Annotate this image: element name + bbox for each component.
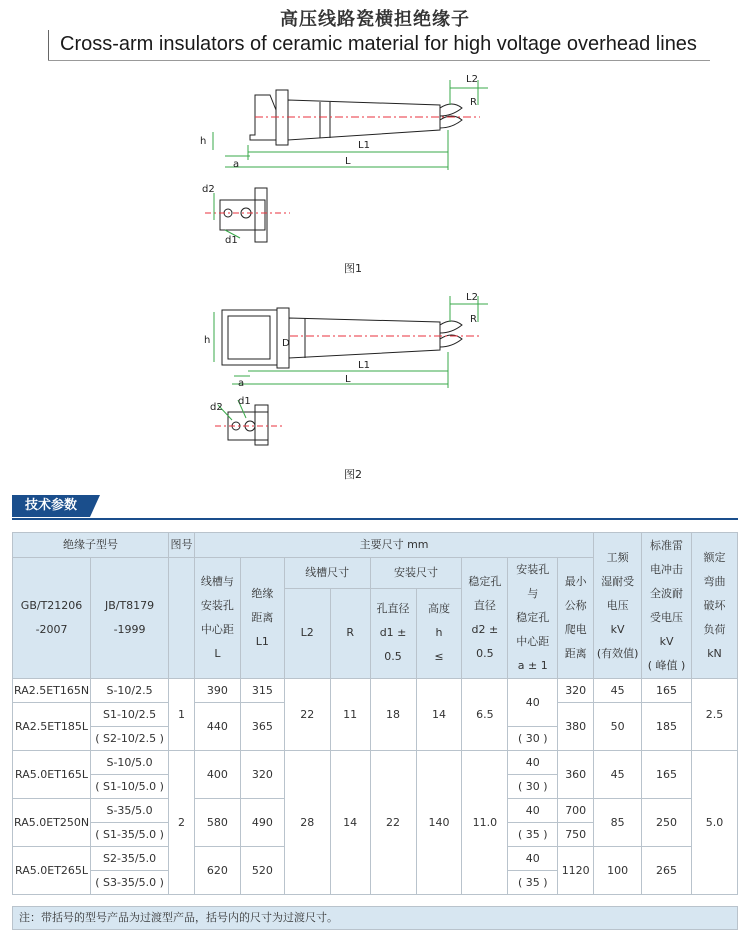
cell-pf: 45	[594, 751, 642, 799]
cell-creep: 1120	[558, 847, 594, 895]
cell-gb: RA2.5ET185L	[13, 703, 91, 751]
figure-1-top-view	[220, 188, 267, 242]
cell-L1: 315	[240, 679, 284, 703]
cell-L2: 22	[284, 679, 330, 751]
cell-d2: 11.0	[462, 751, 508, 895]
header-power-freq: 工频 湿耐受 电压 kV (有效值)	[594, 533, 642, 679]
dim-label-a-fig2: a	[238, 378, 245, 389]
header-gb: GB/T21206 -2007	[13, 558, 91, 679]
header-mount-hole-dist: 安装孔 与 稳定孔 中心距 a ± 1	[508, 558, 558, 679]
cell-a: ( 35 )	[508, 871, 558, 895]
section-title-tech-params: 技术参数	[12, 495, 90, 517]
cell-d1: 22	[370, 751, 416, 895]
title-rule-vertical	[48, 30, 49, 60]
cell-a: ( 30 )	[508, 775, 558, 799]
header-creepage: 最小 公称 爬电 距离	[558, 558, 594, 679]
cell-a: ( 30 )	[508, 727, 558, 751]
header-slot-distance: 线槽与 安装孔 中心距 L	[194, 558, 240, 679]
cell-li: 265	[642, 847, 692, 895]
dim-label-L1-fig2: L1	[358, 360, 370, 371]
cell-bend: 5.0	[691, 751, 737, 895]
section-rule	[12, 518, 738, 520]
cell-a: 40	[508, 679, 558, 727]
dim-label-L-fig2: L	[345, 374, 351, 385]
cell-L1: 365	[240, 703, 284, 751]
figure-1-caption: 图1	[344, 262, 362, 275]
cell-jb: ( S2-10/2.5 )	[91, 727, 169, 751]
header-slot-size: 线槽尺寸	[284, 558, 370, 589]
cell-pf: 100	[594, 847, 642, 895]
cell-a: 40	[508, 847, 558, 871]
cell-creep: 320	[558, 679, 594, 703]
dim-label-R-fig2: R	[470, 314, 477, 325]
cell-bend: 2.5	[691, 679, 737, 751]
cell-L: 390	[194, 679, 240, 703]
cell-jb: ( S1-10/5.0 )	[91, 775, 169, 799]
cell-li: 250	[642, 799, 692, 847]
cell-gb: RA5.0ET165L	[13, 751, 91, 799]
dim-label-h-fig2: h	[204, 335, 211, 346]
figure-2-caption: 图2	[344, 468, 362, 481]
cell-jb: S1-10/2.5	[91, 703, 169, 727]
figure-2-side-view	[222, 308, 462, 368]
dim-label-R: R	[470, 97, 477, 108]
header-fig-blank	[169, 558, 195, 679]
cell-R: 14	[330, 751, 370, 895]
cell-jb: S2-35/5.0	[91, 847, 169, 871]
cell-creep: 360	[558, 751, 594, 799]
dim-label-h: h	[200, 136, 207, 147]
header-height: 高度 h ≤	[416, 588, 462, 678]
cell-a: 40	[508, 799, 558, 823]
page-title-cn: 高压线路瓷横担绝缘子	[280, 9, 470, 30]
dim-label-d1-fig2: d1	[238, 396, 251, 407]
cell-a: 40	[508, 751, 558, 775]
cell-creep: 700	[558, 799, 594, 823]
header-jb: JB/T8179 -1999	[91, 558, 169, 679]
cell-jb: S-10/5.0	[91, 751, 169, 775]
header-insulation-distance: 绝缘 距离 L1	[240, 558, 284, 679]
dim-label-L: L	[345, 156, 351, 167]
cell-L: 620	[194, 847, 240, 895]
cell-a: ( 35 )	[508, 823, 558, 847]
header-stab-hole: 稳定孔 直径 d2 ± 0.5	[462, 558, 508, 679]
cell-li: 185	[642, 703, 692, 751]
cell-creep: 380	[558, 703, 594, 751]
header-dims: 主要尺寸 mm	[194, 533, 593, 558]
cell-R: 11	[330, 679, 370, 751]
cell-li: 165	[642, 679, 692, 703]
cell-fig: 2	[169, 751, 195, 895]
dim-label-L1: L1	[358, 140, 370, 151]
header-l2: L2	[284, 588, 330, 678]
cell-li: 165	[642, 751, 692, 799]
dim-label-D-fig2: D	[282, 338, 290, 349]
header-model: 绝缘子型号	[13, 533, 169, 558]
table-note: 注：带括号的型号产品为过渡型产品，括号内的尺寸为过渡尺寸。	[12, 906, 738, 930]
cell-jb: ( S3-35/5.0 )	[91, 871, 169, 895]
cell-creep: 750	[558, 823, 594, 847]
header-lightning-impulse: 标准雷 电冲击 全波耐 受电压 kV ( 峰值 )	[642, 533, 692, 679]
header-fig: 图号	[169, 533, 195, 558]
cell-L1: 320	[240, 751, 284, 799]
dim-label-d2: d2	[202, 184, 215, 195]
tech-params-table	[12, 532, 738, 895]
cell-jb: ( S1-35/5.0 )	[91, 823, 169, 847]
figure-2-top-view	[228, 405, 268, 445]
cell-pf: 45	[594, 679, 642, 703]
cell-L: 400	[194, 751, 240, 799]
cell-L: 440	[194, 703, 240, 751]
cell-gb: RA5.0ET265L	[13, 847, 91, 895]
header-hole-diameter: 孔直径 d1 ± 0.5	[370, 588, 416, 678]
dim-label-d1: d1	[225, 235, 238, 246]
cell-d1: 18	[370, 679, 416, 751]
dim-label-a: a	[233, 159, 240, 170]
page-title-en: Cross-arm insulators of ceramic material for high voltage overhead lines	[60, 33, 697, 55]
header-r: R	[330, 588, 370, 678]
cell-jb: S-10/2.5	[91, 679, 169, 703]
cell-h: 14	[416, 679, 462, 751]
header-bending-load: 额定 弯曲 破坏 负荷 kN	[691, 533, 737, 679]
cell-L2: 28	[284, 751, 330, 895]
dim-label-L2-fig2: L2	[466, 292, 478, 303]
cell-h: 140	[416, 751, 462, 895]
dim-label-d2-fig2: d2	[210, 402, 223, 413]
header-mount-size: 安装尺寸	[370, 558, 462, 589]
cell-jb: S-35/5.0	[91, 799, 169, 823]
cell-fig: 1	[169, 679, 195, 751]
cell-d2: 6.5	[462, 679, 508, 751]
technical-drawing	[0, 60, 750, 490]
cell-gb: RA2.5ET165N	[13, 679, 91, 703]
cell-L1: 490	[240, 799, 284, 847]
dim-label-L2: L2	[466, 74, 478, 85]
cell-L1: 520	[240, 847, 284, 895]
cell-pf: 85	[594, 799, 642, 847]
cell-gb: RA5.0ET250N	[13, 799, 91, 847]
cell-pf: 50	[594, 703, 642, 751]
cell-L: 580	[194, 799, 240, 847]
